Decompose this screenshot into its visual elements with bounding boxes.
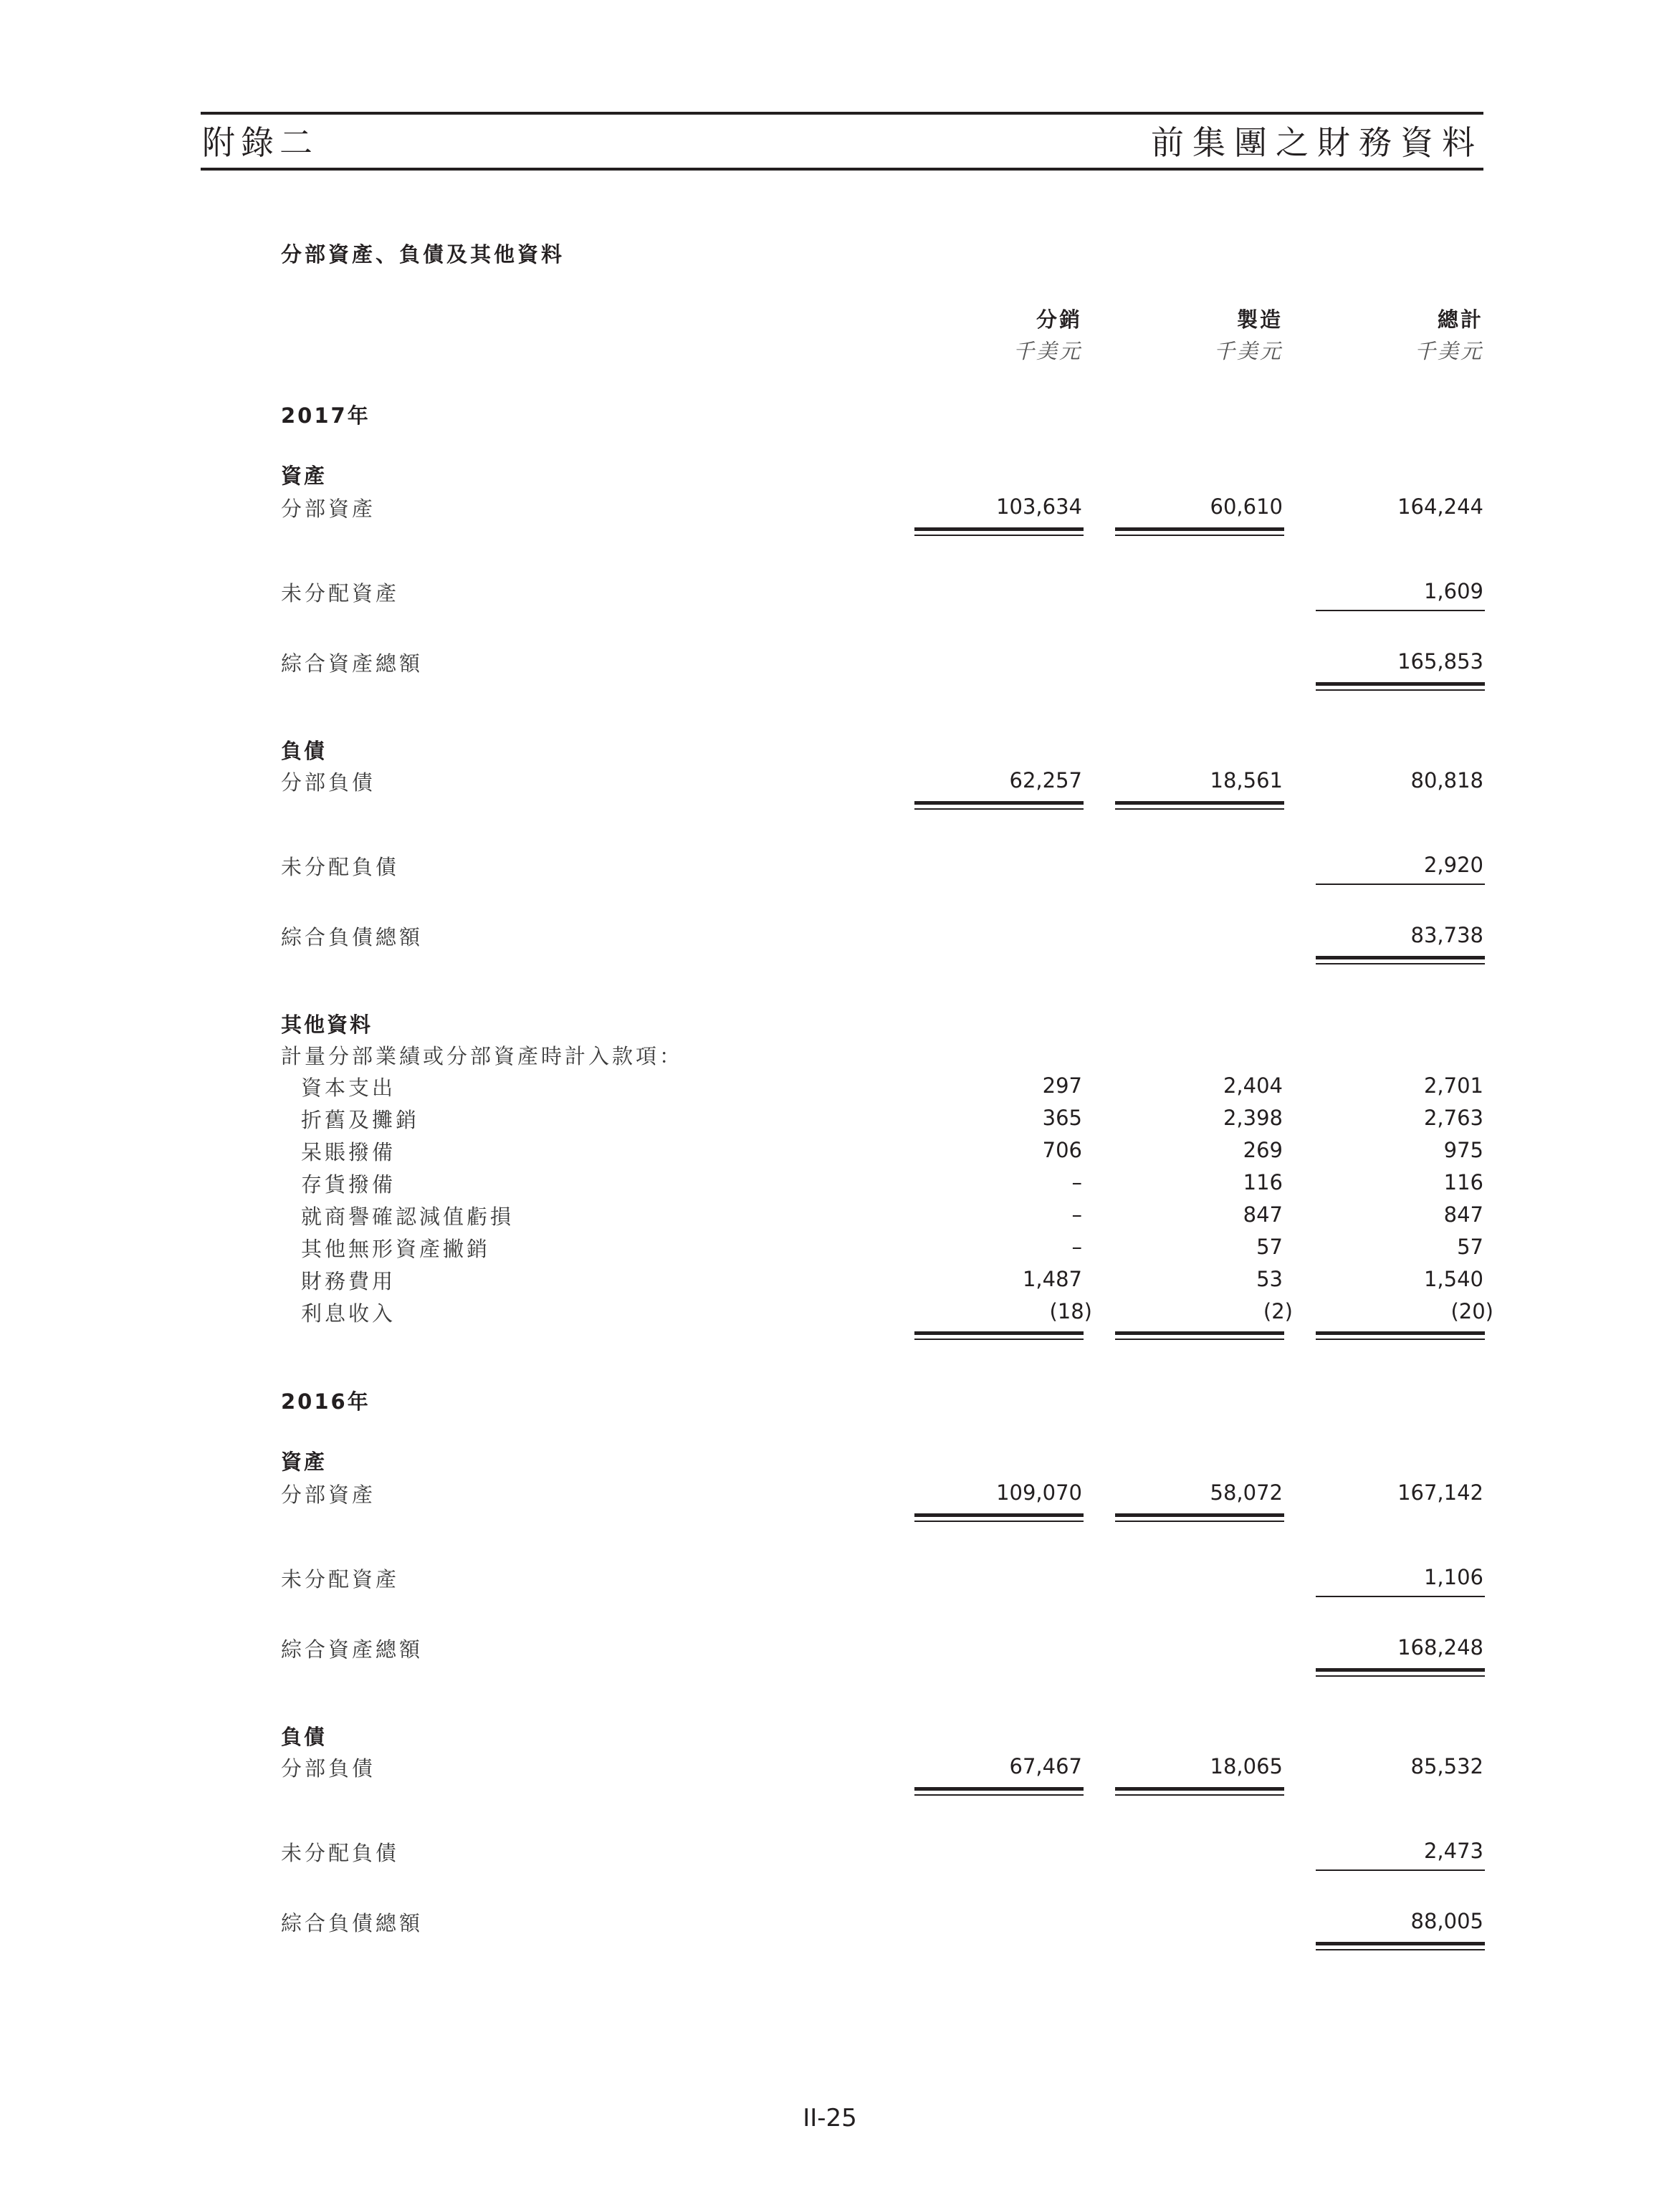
section-title: 分部資產、負債及其他資料 xyxy=(281,242,565,267)
interest-income-manufacturing: (2) xyxy=(1263,1299,1293,1323)
segment-liabilities-label-2016: 分部負債 xyxy=(281,1756,376,1781)
segment-liabilities-total-2017: 80,818 xyxy=(1410,768,1483,793)
bad-debt-label: 呆賬撥備 xyxy=(301,1140,396,1164)
goodwill-impairment-total: 847 xyxy=(1443,1202,1483,1227)
unallocated-liabilities-total-2017: 2,920 xyxy=(1423,853,1483,877)
page-header xyxy=(201,112,1483,171)
finance-costs-label: 財務費用 xyxy=(301,1269,396,1293)
depreciation-manufacturing: 2,398 xyxy=(1223,1106,1283,1130)
segment-assets-total-2016: 167,142 xyxy=(1397,1480,1483,1505)
segment-liabilities-total-2016: 85,532 xyxy=(1410,1754,1483,1778)
double-rule xyxy=(914,1331,1084,1340)
segment-liabilities-distribution-2017: 62,257 xyxy=(1009,768,1082,793)
column-header-manufacturing: 製造 xyxy=(1236,307,1283,332)
year-heading-2016: 2016年 xyxy=(281,1389,370,1414)
single-rule xyxy=(1316,1869,1485,1871)
unallocated-liabilities-label-2017: 未分配負債 xyxy=(281,855,400,879)
double-rule xyxy=(1316,1331,1485,1340)
segment-assets-distribution-2017: 103,634 xyxy=(996,494,1082,519)
capex-distribution: 297 xyxy=(1042,1073,1082,1098)
column-unit-distribution: 千美元 xyxy=(1013,339,1082,363)
segment-assets-manufacturing-2016: 58,072 xyxy=(1210,1480,1283,1505)
double-rule xyxy=(1316,682,1485,691)
segment-assets-total-2017: 164,244 xyxy=(1397,494,1483,519)
bad-debt-manufacturing: 269 xyxy=(1243,1138,1283,1162)
chapter-title: 前集團之財務資料 xyxy=(1151,123,1483,162)
capex-label: 資本支出 xyxy=(301,1076,396,1100)
segment-liabilities-manufacturing-2016: 18,065 xyxy=(1210,1754,1283,1778)
assets-heading-2017: 資產 xyxy=(281,464,328,488)
intangibles-writeoff-manufacturing: 57 xyxy=(1256,1235,1283,1259)
double-rule xyxy=(914,801,1084,810)
total-assets-label-2017: 綜合資產總額 xyxy=(281,651,424,676)
double-rule xyxy=(1115,1787,1284,1796)
total-assets-total-2016: 168,248 xyxy=(1397,1635,1483,1660)
double-rule xyxy=(1115,527,1284,536)
goodwill-impairment-label: 就商譽確認減值虧損 xyxy=(301,1205,515,1229)
column-unit-total: 千美元 xyxy=(1414,339,1483,363)
double-rule xyxy=(1316,956,1485,964)
other-info-heading-2017: 其他資料 xyxy=(281,1012,373,1037)
bad-debt-distribution: 706 xyxy=(1042,1138,1082,1162)
inventory-provision-total: 116 xyxy=(1443,1170,1483,1194)
assets-heading-2016: 資產 xyxy=(281,1450,328,1474)
total-liabilities-label-2017: 綜合負債總額 xyxy=(281,925,424,949)
double-rule xyxy=(914,527,1084,536)
capex-manufacturing: 2,404 xyxy=(1223,1073,1283,1098)
year-heading-2017: 2017年 xyxy=(281,403,370,428)
capex-total: 2,701 xyxy=(1423,1073,1483,1098)
unallocated-assets-label-2017: 未分配資產 xyxy=(281,581,400,605)
goodwill-impairment-distribution: – xyxy=(1071,1202,1082,1227)
appendix-label: 附錄二 xyxy=(202,123,318,162)
interest-income-distribution: (18) xyxy=(1049,1299,1092,1323)
liabilities-heading-2016: 負債 xyxy=(281,1725,328,1749)
inventory-provision-distribution: – xyxy=(1071,1170,1082,1194)
total-assets-label-2016: 綜合資產總額 xyxy=(281,1637,424,1662)
total-liabilities-total-2016: 88,005 xyxy=(1410,1909,1483,1933)
column-unit-manufacturing: 千美元 xyxy=(1213,339,1283,363)
unallocated-liabilities-label-2016: 未分配負債 xyxy=(281,1841,400,1865)
double-rule xyxy=(914,1787,1084,1796)
depreciation-total: 2,763 xyxy=(1423,1106,1483,1130)
unallocated-liabilities-total-2016: 2,473 xyxy=(1423,1839,1483,1863)
double-rule xyxy=(1316,1942,1485,1950)
finance-costs-distribution: 1,487 xyxy=(1022,1267,1082,1291)
segment-liabilities-manufacturing-2017: 18,561 xyxy=(1210,768,1283,793)
single-rule xyxy=(1316,884,1485,885)
unallocated-assets-total-2016: 1,106 xyxy=(1423,1565,1483,1589)
double-rule xyxy=(1115,801,1284,810)
segment-assets-label-2017: 分部資產 xyxy=(281,497,376,521)
total-assets-total-2017: 165,853 xyxy=(1397,649,1483,674)
segment-assets-distribution-2016: 109,070 xyxy=(996,1480,1082,1505)
total-liabilities-label-2016: 綜合負債總額 xyxy=(281,1911,424,1935)
liabilities-heading-2017: 負債 xyxy=(281,739,328,763)
interest-income-label: 利息收入 xyxy=(301,1301,396,1326)
single-rule xyxy=(1316,1596,1485,1597)
segment-assets-manufacturing-2017: 60,610 xyxy=(1210,494,1283,519)
total-liabilities-total-2017: 83,738 xyxy=(1410,923,1483,947)
unallocated-assets-total-2017: 1,609 xyxy=(1423,579,1483,603)
unallocated-assets-label-2016: 未分配資產 xyxy=(281,1567,400,1591)
column-header-total: 總計 xyxy=(1437,307,1483,332)
interest-income-total: (20) xyxy=(1450,1299,1493,1323)
bad-debt-total: 975 xyxy=(1443,1138,1483,1162)
depreciation-distribution: 365 xyxy=(1042,1106,1082,1130)
intangibles-writeoff-distribution: – xyxy=(1071,1235,1082,1259)
segment-liabilities-distribution-2016: 67,467 xyxy=(1009,1754,1082,1778)
double-rule xyxy=(1316,1668,1485,1677)
inventory-provision-manufacturing: 116 xyxy=(1243,1170,1283,1194)
segment-assets-label-2016: 分部資產 xyxy=(281,1483,376,1507)
intangibles-writeoff-label: 其他無形資產撇銷 xyxy=(301,1237,491,1261)
double-rule xyxy=(1115,1331,1284,1340)
double-rule xyxy=(914,1513,1084,1522)
goodwill-impairment-manufacturing: 847 xyxy=(1243,1202,1283,1227)
column-header-distribution: 分銷 xyxy=(1036,307,1082,332)
other-info-subheading-2017: 計量分部業績或分部資產時計入款項： xyxy=(281,1044,684,1068)
intangibles-writeoff-total: 57 xyxy=(1457,1235,1483,1259)
double-rule xyxy=(1115,1513,1284,1522)
finance-costs-manufacturing: 53 xyxy=(1256,1267,1283,1291)
depreciation-label: 折舊及攤銷 xyxy=(301,1108,420,1132)
finance-costs-total: 1,540 xyxy=(1423,1267,1483,1291)
single-rule xyxy=(1316,610,1485,611)
page-number: II-25 xyxy=(803,2104,857,2132)
inventory-provision-label: 存貨撥備 xyxy=(301,1172,396,1197)
segment-liabilities-label-2017: 分部負債 xyxy=(281,770,376,795)
